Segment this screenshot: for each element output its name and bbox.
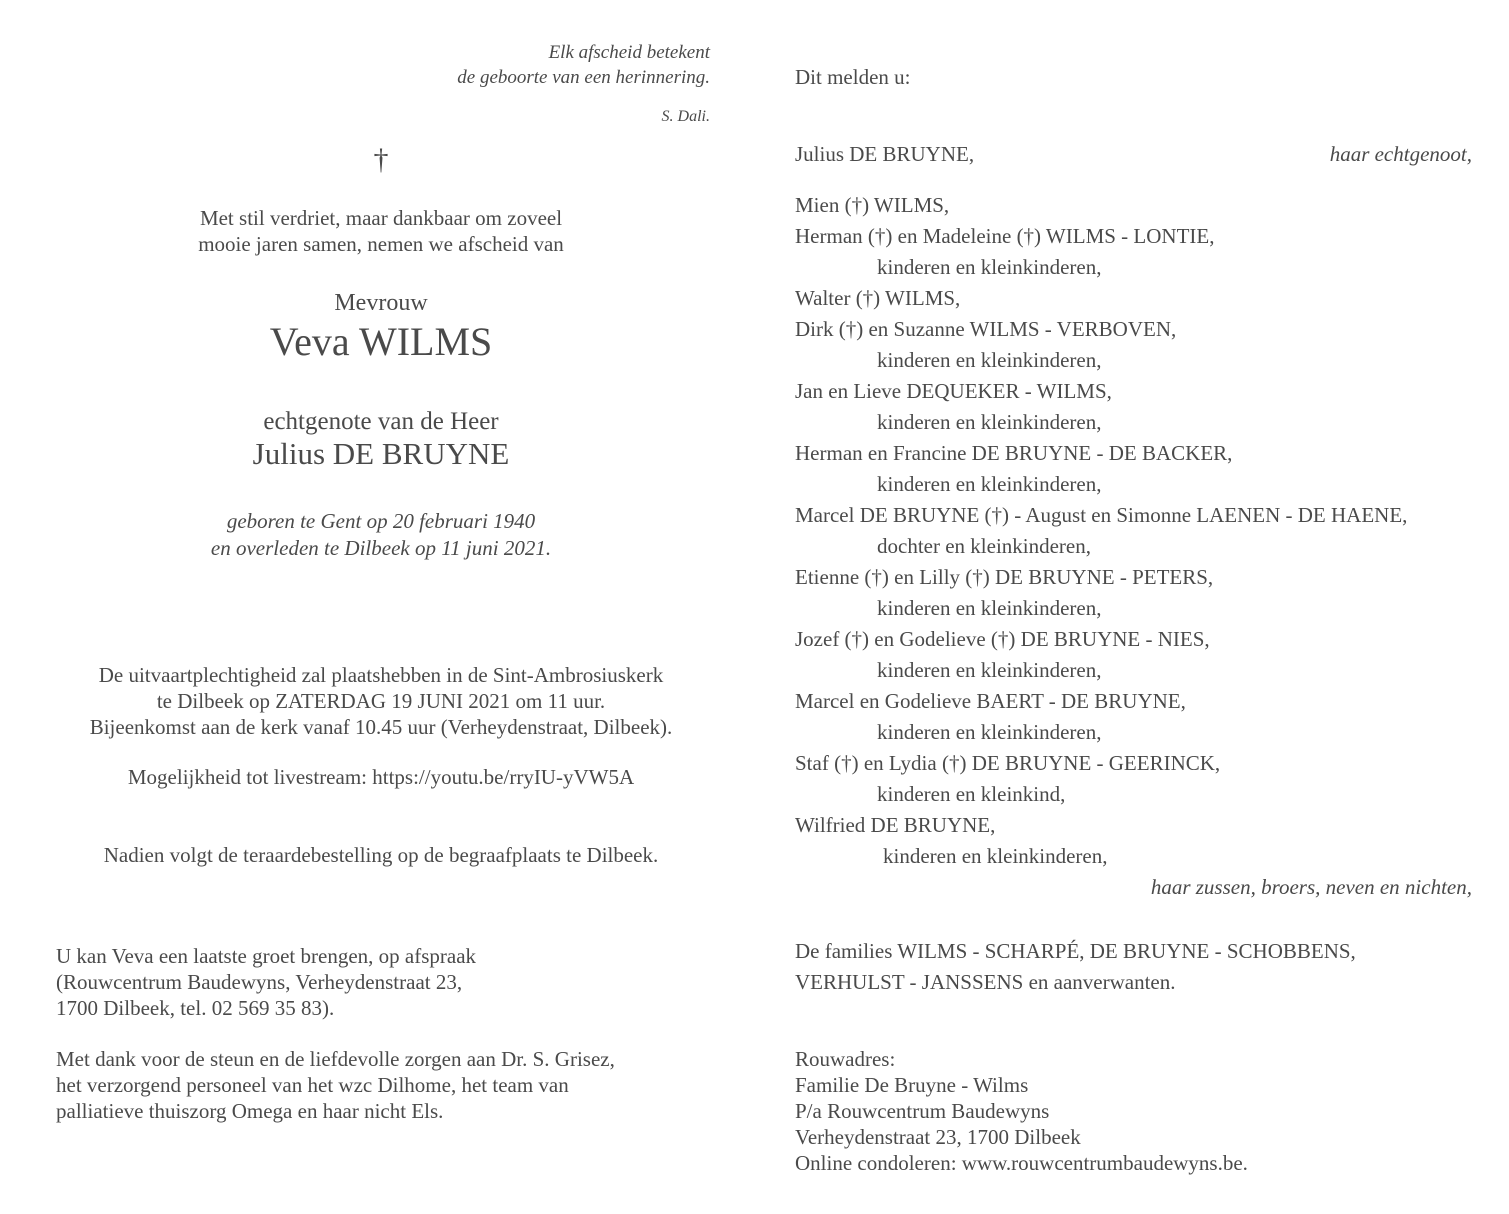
visit-line: U kan Veva een laatste groet brengen, op afspraak: [56, 944, 477, 968]
family-line: haar zussen, broers, neven en nichten,: [1150, 875, 1472, 899]
family-line: kinderen en kleinkinderen,: [877, 255, 1102, 279]
deceased-name: Veva WILMS: [269, 319, 493, 364]
family-line: kinderen en kleinkinderen,: [877, 472, 1102, 496]
funeral-line: te Dilbeek op ZATERDAG 19 JUNI 2021 om 11 uur.: [156, 689, 606, 713]
spouse-name: Julius DE BRUYNE: [252, 436, 510, 471]
family-line: Dirk (†) en Suzanne WILMS - VERBOVEN,: [795, 317, 1177, 341]
funeral-info: [0, 662, 762, 740]
family-line: Marcel en Godelieve BAERT - DE BRUYNE,: [795, 689, 1186, 713]
visit-line: (Rouwcentrum Baudewyns, Verheydenstraat 23,: [56, 970, 463, 994]
birth-death-dates: [0, 508, 762, 562]
family-line: kinderen en kleinkinderen,: [877, 410, 1102, 434]
cross-icon: †: [373, 143, 389, 176]
quote: [457, 40, 710, 90]
funeral-line: Bijeenkomst aan de kerk vanaf 10.45 uur (Verheydenstraat, Dilbeek).: [89, 715, 673, 739]
family-line: Herman (†) en Madeleine (†) WILMS - LONTIE,: [795, 224, 1215, 248]
thanks-line: Met dank voor de steun en de liefdevolle zorgen aan Dr. S. Grisez,: [56, 1047, 615, 1071]
families-line: De families WILMS - SCHARPÉ, DE BRUYNE - SCHOBBENS,: [795, 939, 1356, 963]
family-line: Wilfried DE BRUYNE,: [795, 813, 996, 837]
visit-info: [56, 943, 736, 1021]
date-line: geboren te Gent op 20 februari 1940: [226, 509, 536, 533]
husband-row: [795, 140, 1472, 168]
date-line: en overleden te Dilbeek op 11 juni 2021.: [210, 536, 552, 560]
quote-author: S. Dali.: [661, 108, 710, 125]
thanks-line: palliatieve thuiszorg Omega en haar nicht Els.: [56, 1099, 444, 1123]
thanks-text: [56, 1046, 736, 1124]
announce-heading: Dit melden u:: [795, 65, 911, 89]
family-line: kinderen en kleinkinderen,: [883, 844, 1108, 868]
family-line: Herman en Francine DE BRUYNE - DE BACKER,: [795, 441, 1233, 465]
family-list: [795, 190, 1475, 903]
address-line: P/a Rouwcentrum Baudewyns: [795, 1099, 1050, 1123]
family-line: kinderen en kleinkinderen,: [877, 348, 1102, 372]
spouse-intro: echtgenote van de Heer: [263, 408, 499, 435]
funeral-line: De uitvaartplechtigheid zal plaatshebben in de Sint-Ambrosiuskerk: [98, 663, 664, 687]
title: Mevrouw: [334, 290, 428, 316]
family-line: kinderen en kleinkinderen,: [877, 658, 1102, 682]
family-line: Walter (†) WILMS,: [795, 286, 961, 310]
family-line: Etienne (†) en Lilly (†) DE BRUYNE - PETERS,: [795, 565, 1214, 589]
visit-line: 1700 Dilbeek, tel. 02 569 35 83).: [56, 996, 335, 1020]
thanks-line: het verzorgend personeel van het wzc Dilhome, het team van: [56, 1073, 569, 1097]
husband-relation: haar echtgenoot,: [1329, 142, 1472, 166]
family-line: kinderen en kleinkinderen,: [877, 720, 1102, 744]
intro-line: mooie jaren samen, nemen we afscheid van: [198, 232, 564, 256]
address-line: Rouwadres:: [795, 1047, 896, 1071]
families: [795, 936, 1356, 998]
intro-text: [0, 205, 762, 257]
quote-line: Elk afscheid betekent: [548, 42, 710, 63]
family-line: Mien (†) WILMS,: [795, 193, 950, 217]
family-line: Jan en Lieve DEQUEKER - WILMS,: [795, 379, 1112, 403]
address-line: Familie De Bruyne - Wilms: [795, 1073, 1029, 1097]
family-line: Marcel DE BRUYNE (†) - August en Simonne LAENEN - DE HAENE,: [795, 503, 1408, 527]
families-line: VERHULST - JANSSENS en aanverwanten.: [795, 970, 1176, 994]
family-line: Jozef (†) en Godelieve (†) DE BRUYNE - NIES,: [795, 627, 1210, 651]
family-line: kinderen en kleinkind,: [877, 782, 1066, 806]
address-line: Online condoleren: www.rouwcentrumbaudewyns.be.: [795, 1151, 1248, 1175]
family-line: dochter en kleinkinderen,: [877, 534, 1091, 558]
quote-line: de geboorte van een herinnering.: [457, 67, 710, 88]
mourning-address: [795, 1046, 1248, 1176]
burial-info: Nadien volgt de teraardebestelling op de begraafplaats te Dilbeek.: [103, 843, 659, 867]
husband-name: Julius DE BRUYNE,: [795, 142, 975, 166]
livestream-info: Mogelijkheid tot livestream: https://youtu.be/rryIU-yVW5A: [127, 765, 635, 789]
intro-line: Met stil verdriet, maar dankbaar om zoveel: [199, 206, 563, 230]
family-line: Staf (†) en Lydia (†) DE BRUYNE - GEERINCK,: [795, 751, 1221, 775]
address-line: Verheydenstraat 23, 1700 Dilbeek: [795, 1125, 1081, 1149]
family-line: kinderen en kleinkinderen,: [877, 596, 1102, 620]
